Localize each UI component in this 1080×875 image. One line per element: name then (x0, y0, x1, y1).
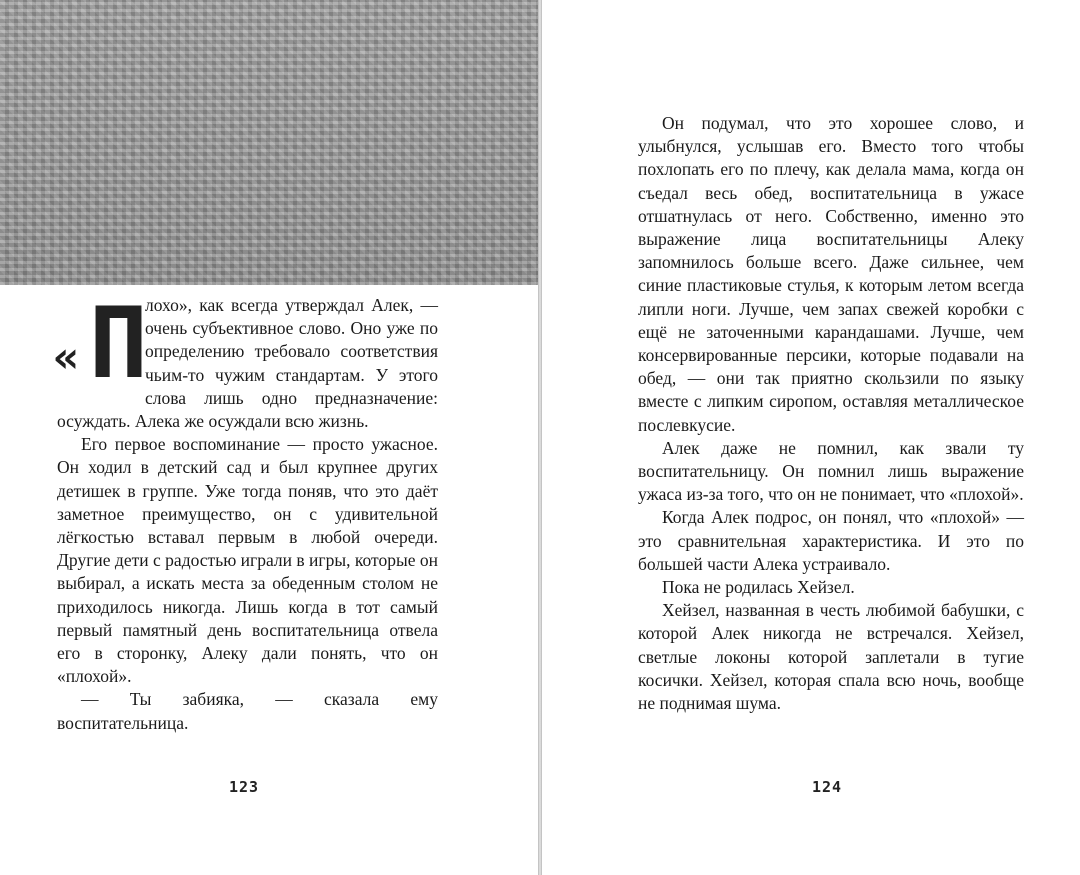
drop-cap-letter: П (89, 287, 149, 401)
paragraph: Хейзел, названная в честь любимой бабушки, с которой Алек никогда не встречался. Хейзел, светлые локоны которой заплетали в тугие косички. Хейзел, которая спала всю ночь, вообще не поднимая шума. (638, 600, 1024, 714)
drop-cap-quote: « (53, 332, 74, 383)
right-page-text (638, 112, 1024, 715)
drop-cap (53, 287, 149, 401)
paragraph: Когда Алек подрос, он понял, что «плохой» — это сравнительная характеристика. И это по большей части Алека устраивало. (638, 507, 1024, 574)
opening-paragraph (53, 287, 438, 433)
paragraph: Он подумал, что это хорошее слово, и улыбнулся, услышав его. Вместо того чтобы похлопать его по плечу, как делала мама, когда он съедал весь обед, воспитательница в ужасе отшатнулась от него. Собственно, именно это выражение лица воспитательницы Алеку запомнилось больше всего. Даже сильнее, чем синие пластиковые стулья, к которым летом всегда липли ноги. Лучше, чем запах свежей коробки с ещё не заточенными карандашами. Лучше, чем консервированные персики, которые подавали на обед, — они так приятно скользили по языку вместе с липким сиропом, оставляя металлическое послевкусие. (638, 113, 1024, 435)
page-number-left: 123 (229, 778, 260, 796)
paragraph: Пока не родилась Хейзел. (662, 577, 855, 598)
paragraph: Его первое воспоминание — просто ужасное. Он ходил в детский сад и был крупнее других детишек в группе. Уже тогда поняв, что это даёт заметное преимущество, он с удивительной лёгкостью вставал первым в любой очереди. Другие дети с радостью играли в игры, которые он выбирал, а искать места за обеденным столом не приходилось никогда. Лишь когда в тот самый первый памятный день воспитательница отвела его в сторонку, Алеку дали понять, что он «плохой». (57, 434, 438, 687)
left-page-text (53, 287, 438, 735)
opening-paragraph-text: лохо», как всегда утверждал Алек, — очень субъективное слово. Оно уже по определению требовало соответствия чьим-то чужим стандартам. У этого слова лишь одно предназначение: осуждать. Алека же осуждали всю жизнь. (57, 295, 438, 432)
paragraph: Алек даже не помнил, как звали ту воспитательницу. Он помнил лишь выражение ужаса из-за того, что он не понимает, что «плохой». (638, 437, 1024, 505)
page-number-right: 124 (812, 778, 843, 796)
header-halftone-image (0, 0, 538, 285)
left-page (0, 0, 538, 875)
paragraph: — Ты забияка, — сказала ему воспитательница. (57, 689, 438, 733)
